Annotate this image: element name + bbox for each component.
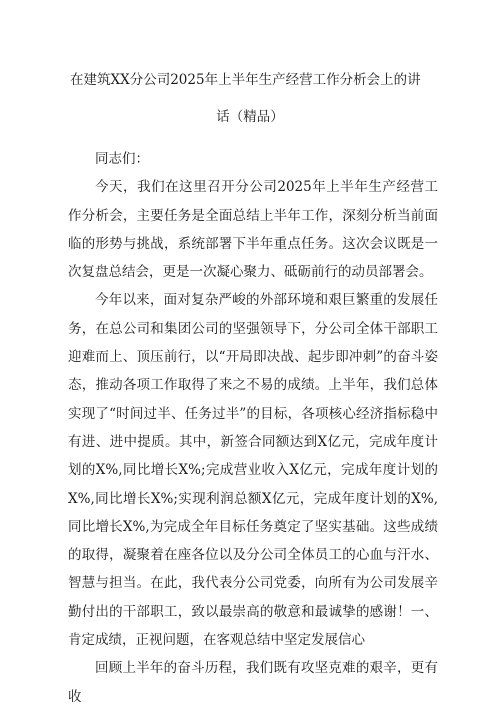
- paragraph: 今天，我们在这里召开分公司2025年上半年生产经营工作分析会，主要任务是全面总结上半年工作，深刻分析当前面临的形势与挑战，系统部署下半年重点任务。这次会议既是一次复盘总结会，更是一次凝心聚力、砥砺前行的动员部署会。: [68, 179, 438, 281]
- document-body: [68, 145, 438, 711]
- paragraph: 回顾上半年的奋斗历程，我们既有攻坚克难的艰辛，更有收: [68, 660, 438, 705]
- document-title: 在建筑XX分公司2025年上半年生产经营工作分析会上的讲: [70, 72, 421, 88]
- greeting: 同志们：: [95, 151, 149, 167]
- document-title-continuation: 话（精品）: [216, 109, 284, 125]
- paragraph: 今年以来，面对复杂严峻的外部环境和艰巨繁重的发展任务，在总公司和集团公司的坚强领导下，分公司全体干部职工迎难而上、顶压前行，以“开局即决战、起步即冲刺”的奋斗姿态，推动各项工作取得了来之不易的成绩。上半年，我们总体实现了“时间过半、任务过半”的目标，各项核心经济指标稳中有进、进中提质。其中，新签合同额达到X亿元，完成年度计划的X%,同比增长X%;完成营业收入X亿元，完成年度计划的X%,同比增长X%;实现利润总额X亿元，完成年度计划的X%,同比增长X%,为完成全年目标任务奠定了坚实基础。这些成绩的取得，凝聚着在座各位以及分公司全体员工的心血与汗水、智慧与担当。在此，我代表分公司党委，向所有为公司发展辛勤付出的干部职工，致以最崇高的敬意和最诚挚的感谢！一、肯定成绩，正视问题，在客观总结中坚定发展信心: [68, 292, 438, 649]
